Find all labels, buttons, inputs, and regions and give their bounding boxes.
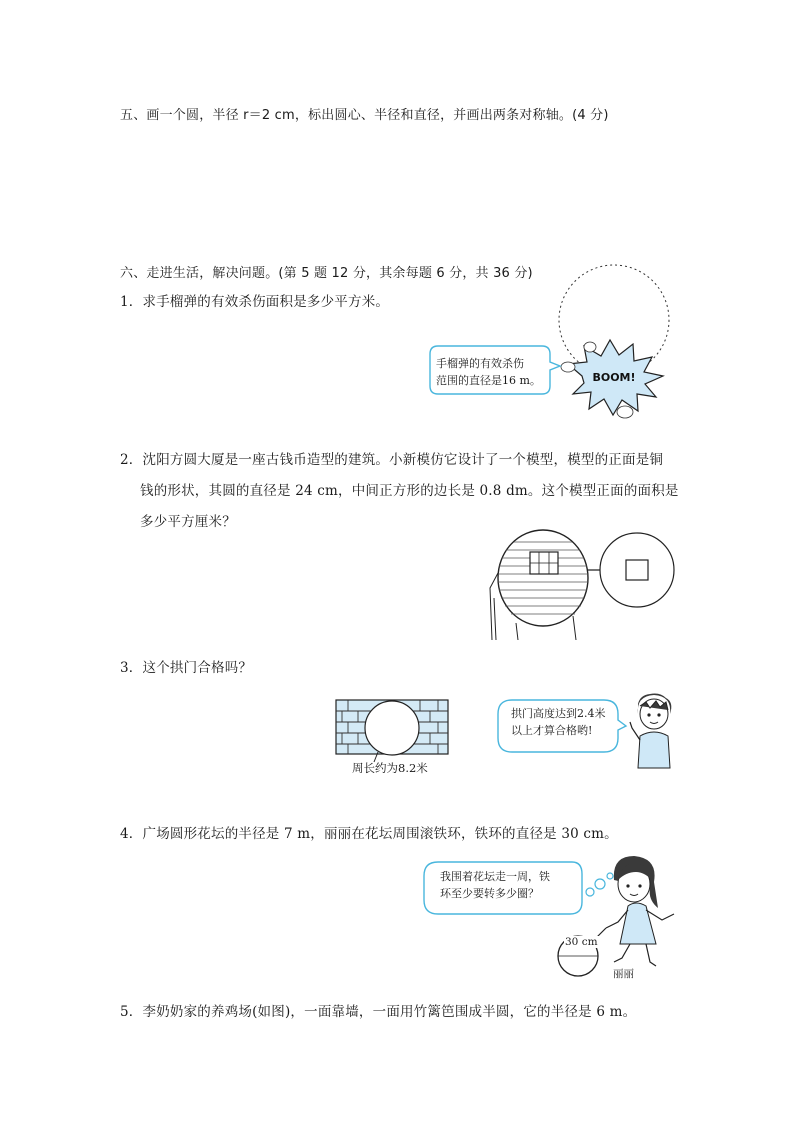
- q1-bubble-line-1: 手榴弹的有效杀伤: [436, 357, 524, 370]
- boy-illustration: [630, 692, 680, 772]
- section-5-heading: 五、画一个圆，半径 r＝2 cm，标出圆心、半径和直径，并画出两条对称轴。(4 分): [120, 108, 609, 123]
- question-2-line-1: 2．沈阳方圆大厦是一座古钱币造型的建筑。小新模仿它设计了一个模型，模型的正面是铜: [120, 452, 664, 468]
- question-2-line-3: 多少平方厘米？: [140, 514, 236, 530]
- q3-bubble-text: [511, 705, 606, 739]
- q4-bubble-line-2: 环至少要转多少圈？: [440, 887, 539, 900]
- question-2-line-2: 钱的形状，其圆的直径是 24 cm，中间正方形的边长是 0.8 dm。这个模型正面的面积是: [140, 483, 679, 499]
- girl-name-label: 丽丽: [613, 968, 634, 980]
- coin-model-diagram: [599, 530, 679, 610]
- q3-bubble-line-2: 以上才算合格哟!: [511, 724, 593, 737]
- smoke-puff-left: [561, 362, 575, 372]
- question-4-text: 4．广场圆形花坛的半径是 7 m，丽丽在花坛周围滚铁环，铁环的直径是 30 cm。: [120, 826, 618, 842]
- smoke-puff-bottom: [617, 406, 633, 418]
- arch-wall-diagram: [334, 696, 454, 766]
- q1-bubble-line-2: 范围的直径是16 m。: [436, 374, 541, 387]
- coin-square-hole: [626, 560, 648, 580]
- boom-text: BOOM!: [592, 371, 636, 384]
- smoke-puff-top: [584, 342, 596, 352]
- hoop-diameter-label: 30 cm: [565, 936, 598, 948]
- question-5-text: 5．李奶奶家的养鸡场(如图)，一面靠墙，一面用竹篱笆围成半圆，它的半径是 6 m。: [120, 1004, 637, 1020]
- arch-circle: [365, 701, 419, 755]
- section-6-heading: 六、走进生活，解决问题。(第 5 题 12 分，其余每题 6 分，共 36 分): [120, 266, 533, 281]
- question-1-text: 1．求手榴弹的有效杀伤面积是多少平方米。: [120, 294, 390, 310]
- girl-with-hoop-illustration: [556, 850, 686, 980]
- q4-bubble-text: [440, 868, 550, 902]
- q4-bubble-line-1: 我围着花坛走一周，铁: [440, 870, 550, 883]
- q1-bubble-text: [436, 355, 541, 389]
- building-illustration: [488, 528, 588, 643]
- question-3-text: 3．这个拱门合格吗？: [120, 660, 253, 676]
- q3-bubble-line-1: 拱门高度达到2.4米: [511, 707, 606, 720]
- arch-perimeter-caption: 周长约为8.2米: [352, 761, 428, 775]
